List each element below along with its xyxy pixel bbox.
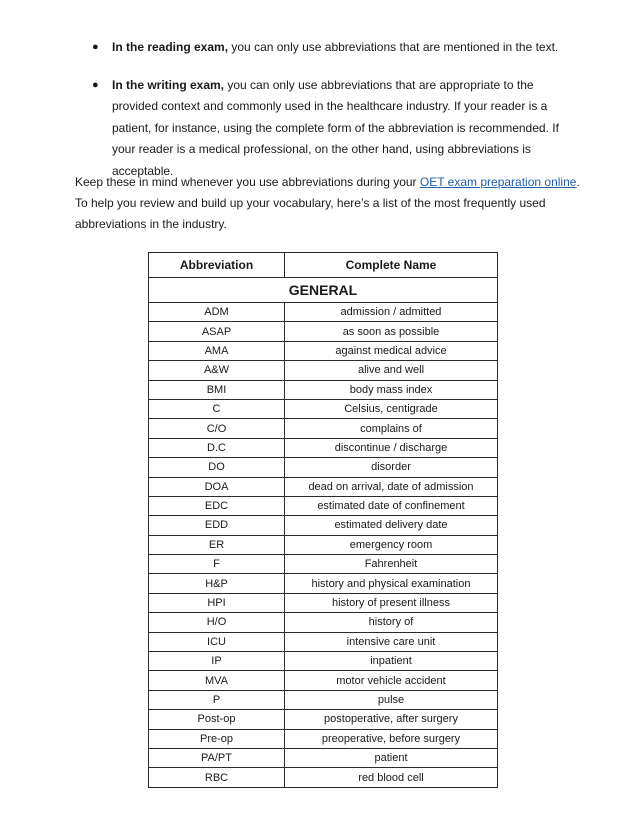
complete-name-cell: complains of: [285, 419, 498, 438]
complete-name-cell: motor vehicle accident: [285, 671, 498, 690]
table-row: [149, 671, 498, 690]
abbreviation-cell: BMI: [149, 380, 285, 399]
bullet-dot-icon: ●: [92, 78, 99, 91]
bullet-writing-exam: [92, 75, 582, 183]
abbreviation-table: [148, 252, 498, 788]
abbreviation-cell: IP: [149, 652, 285, 671]
bullet-text: you can only use abbreviations that are appropriate to the provided context and commonly used in the healthcare industry. If your reader is a patient, for instance, using the complete form of the abbreviation is recommended. If your reader is a medical professional, on the other hand, using abbreviations is acceptable.: [112, 77, 559, 178]
complete-name-cell: discontinue / discharge: [285, 438, 498, 457]
complete-name-cell: as soon as possible: [285, 322, 498, 341]
table-row: [149, 516, 498, 535]
abbreviation-cell: ADM: [149, 303, 285, 322]
bullet-dot-icon: ●: [92, 41, 99, 53]
complete-name-cell: alive and well: [285, 361, 498, 380]
complete-name-cell: history of: [285, 613, 498, 632]
complete-name-cell: postoperative, after surgery: [285, 710, 498, 729]
complete-name-cell: pulse: [285, 690, 498, 709]
bullet-bold-lead: In the reading exam,: [112, 40, 229, 54]
table-row: [149, 361, 498, 380]
table-body: [149, 303, 498, 788]
table-row: [149, 458, 498, 477]
abbreviation-cell: DOA: [149, 477, 285, 496]
table-row: [149, 399, 498, 418]
abbreviation-cell: P: [149, 690, 285, 709]
table-header-row: [149, 253, 498, 278]
abbreviation-cell: RBC: [149, 768, 285, 787]
bullet-bold-lead: In the writing exam,: [112, 77, 225, 92]
table-row: [149, 768, 498, 787]
complete-name-cell: patient: [285, 748, 498, 767]
table-row: [149, 341, 498, 360]
complete-name-cell: emergency room: [285, 535, 498, 554]
abbreviation-cell: F: [149, 555, 285, 574]
complete-name-cell: Celsius, centigrade: [285, 399, 498, 418]
intro-paragraph: [75, 172, 580, 235]
abbreviation-cell: EDD: [149, 516, 285, 535]
section-title: GENERAL: [149, 278, 498, 303]
complete-name-cell: Fahrenheit: [285, 555, 498, 574]
table-row: [149, 477, 498, 496]
table-row: [149, 322, 498, 341]
complete-name-cell: body mass index: [285, 380, 498, 399]
complete-name-cell: against medical advice: [285, 341, 498, 360]
abbreviation-cell: PA/PT: [149, 748, 285, 767]
abbreviation-cell: DO: [149, 458, 285, 477]
abbreviation-cell: H/O: [149, 613, 285, 632]
exam-rules-list: [92, 37, 582, 182]
abbreviation-cell: EDC: [149, 496, 285, 515]
bullet-text: you can only use abbreviations that are mentioned in the text.: [228, 40, 559, 54]
table-row: [149, 574, 498, 593]
complete-name-cell: preoperative, before surgery: [285, 729, 498, 748]
intro-text-before: Keep these in mind whenever you use abbreviations during your: [75, 175, 420, 189]
abbreviation-cell: Post-op: [149, 710, 285, 729]
abbreviation-cell: C: [149, 399, 285, 418]
complete-name-cell: disorder: [285, 458, 498, 477]
table-row: [149, 496, 498, 515]
intro-text-after: . To help you review and build up your vocabulary, here’s a list of the most frequently used abbreviations in the industry.: [75, 175, 580, 231]
header-complete-name: Complete Name: [285, 253, 498, 278]
abbreviation-cell: MVA: [149, 671, 285, 690]
complete-name-cell: admission / admitted: [285, 303, 498, 322]
table-row: [149, 729, 498, 748]
abbreviation-cell: ICU: [149, 632, 285, 651]
table-row: [149, 535, 498, 554]
oet-prep-link[interactable]: OET exam preparation online: [419, 175, 577, 189]
table-row: [149, 438, 498, 457]
abbreviation-cell: A&W: [149, 361, 285, 380]
complete-name-cell: history and physical examination: [285, 574, 498, 593]
complete-name-cell: estimated date of confinement: [285, 496, 498, 515]
table-row: [149, 748, 498, 767]
abbreviation-cell: HPI: [149, 593, 285, 612]
abbreviation-cell: AMA: [149, 341, 285, 360]
table-row: [149, 419, 498, 438]
abbreviation-cell: Pre-op: [149, 729, 285, 748]
table-row: [149, 555, 498, 574]
table-row: [149, 303, 498, 322]
table-section-row: [149, 278, 498, 303]
complete-name-cell: estimated delivery date: [285, 516, 498, 535]
table-row: [149, 593, 498, 612]
complete-name-cell: dead on arrival, date of admission: [285, 477, 498, 496]
abbreviation-cell: ASAP: [149, 322, 285, 341]
table-row: [149, 690, 498, 709]
table-row: [149, 632, 498, 651]
table-row: [149, 710, 498, 729]
table-row: [149, 380, 498, 399]
complete-name-cell: inpatient: [285, 652, 498, 671]
bullet-reading-exam: [92, 37, 582, 59]
abbreviation-cell: D.C: [149, 438, 285, 457]
abbreviation-cell: C/O: [149, 419, 285, 438]
table-row: [149, 652, 498, 671]
abbreviation-cell: ER: [149, 535, 285, 554]
complete-name-cell: intensive care unit: [285, 632, 498, 651]
complete-name-cell: red blood cell: [285, 768, 498, 787]
header-abbreviation: Abbreviation: [149, 253, 285, 278]
complete-name-cell: history of present illness: [285, 593, 498, 612]
abbreviation-cell: H&P: [149, 574, 285, 593]
table-row: [149, 613, 498, 632]
